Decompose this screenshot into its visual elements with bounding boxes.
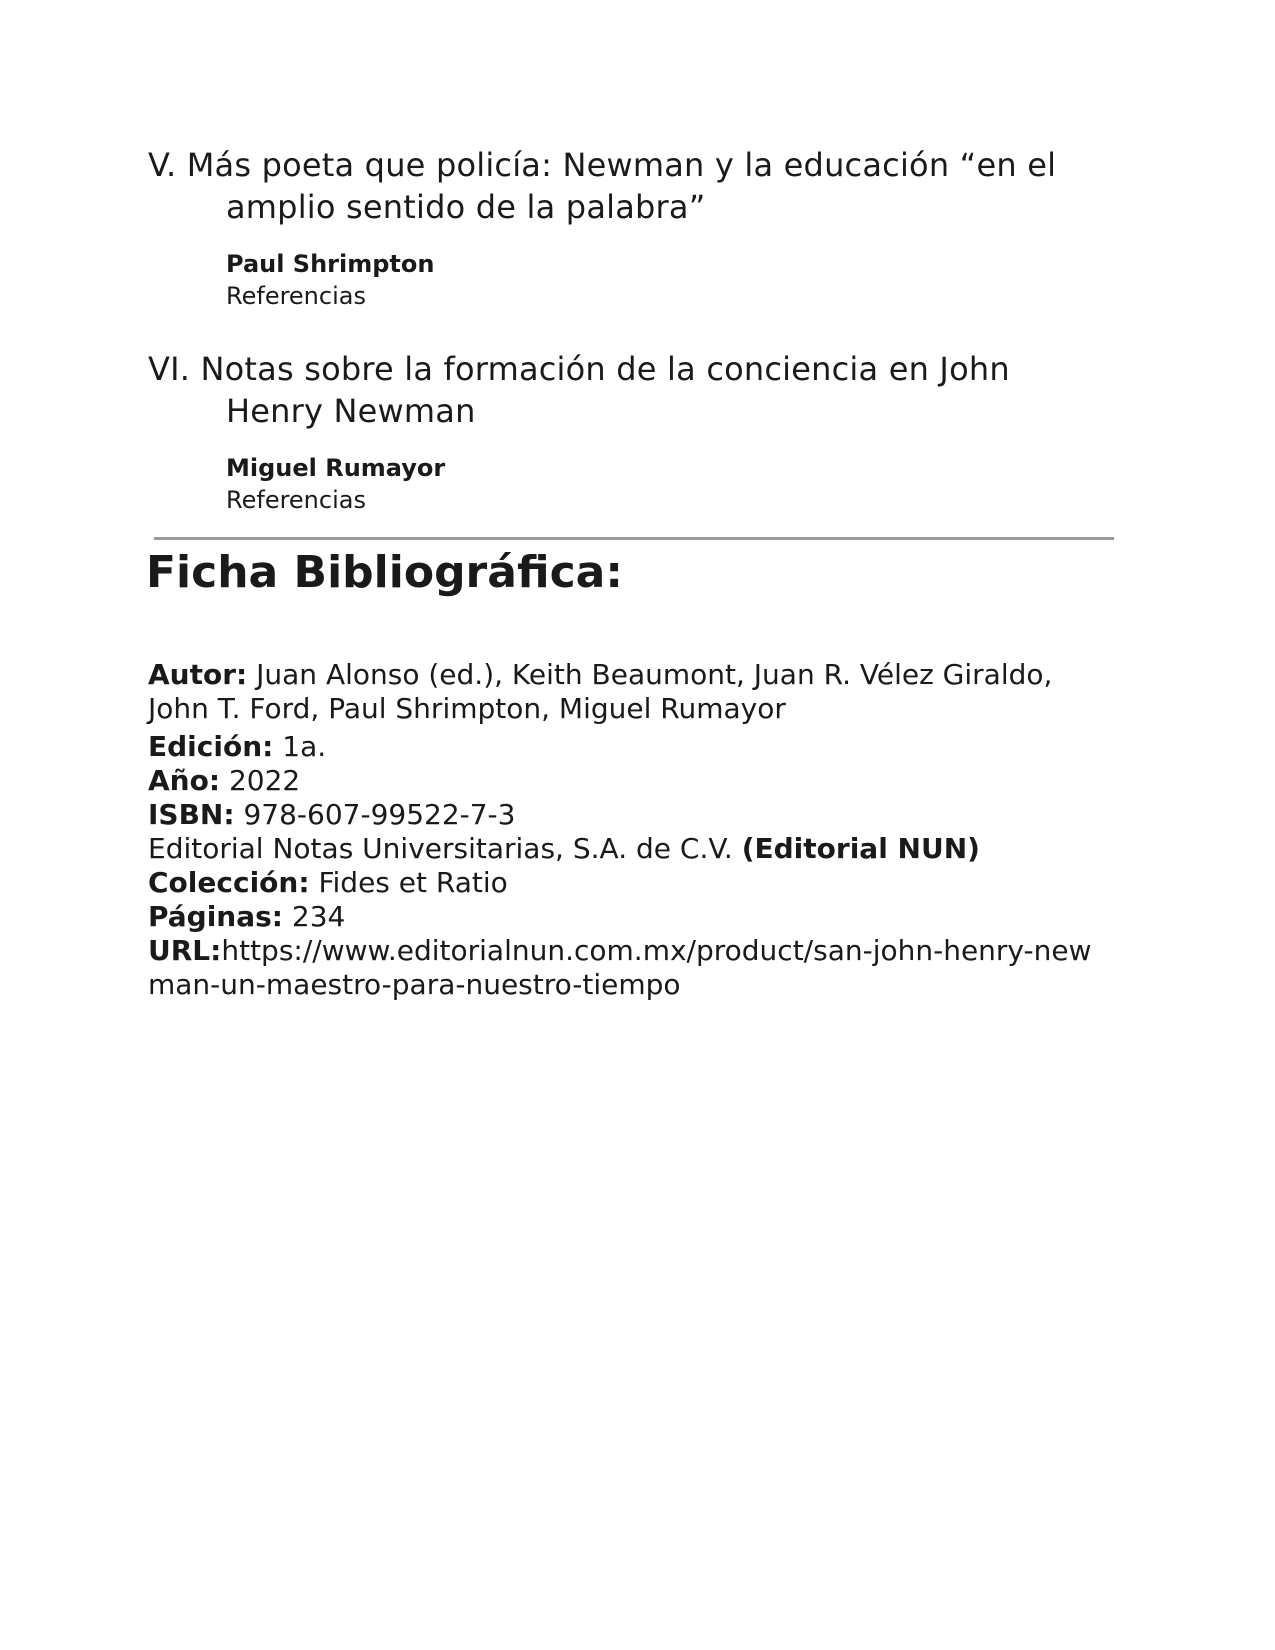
chapter-title: [148, 348, 1088, 432]
edicion-label: Edición:: [148, 730, 274, 763]
edicion-value: 1a.: [282, 730, 327, 763]
autor-row: [148, 658, 1108, 726]
isbn-value: 978-607-99522-7-3: [243, 798, 516, 831]
coleccion-value: Fides et Ratio: [318, 866, 508, 899]
chapter-title-text: Notas sobre la formación de la conciencia en John Henry Newman: [200, 350, 1010, 430]
ficha-bibliografica: [148, 658, 1108, 1002]
chapter-author: Paul Shrimpton: [226, 250, 435, 278]
anio-row: [148, 764, 1108, 798]
editorial-short: (Editorial NUN): [741, 832, 980, 865]
chapter-number: VI.: [148, 350, 191, 388]
chapter-references: Referencias: [226, 486, 366, 514]
chapter-number: V.: [148, 146, 177, 184]
edicion-row: [148, 730, 1108, 764]
anio-value: 2022: [228, 764, 301, 797]
editorial-row: [148, 832, 1108, 866]
chapter-title-text: Más poeta que policía: Newman y la educación “en el amplio sentido de la palabra”: [186, 146, 1057, 226]
chapter-entry-v: [148, 144, 1088, 312]
anio-label: Año:: [148, 764, 221, 797]
chapter-author: Miguel Rumayor: [226, 454, 446, 482]
url-link[interactable]: https://www.editorialnun.com.mx/product/san-john-henry-newman-un-maestro-para-nuestro-tiempo: [148, 934, 1092, 1001]
paginas-row: [148, 900, 1108, 934]
editorial-value: Editorial Notas Universitarias, S.A. de C.V.: [148, 832, 733, 865]
isbn-row: [148, 798, 1108, 832]
paginas-label: Páginas:: [148, 900, 283, 933]
coleccion-row: [148, 866, 1108, 900]
url-label: URL:: [148, 934, 222, 967]
paginas-value: 234: [291, 900, 346, 933]
isbn-label: ISBN:: [148, 798, 235, 831]
chapter-references: Referencias: [226, 282, 366, 310]
coleccion-label: Colección:: [148, 866, 310, 899]
autor-value: Juan Alonso (ed.), Keith Beaumont, Juan R. Vélez Giraldo, John T. Ford, Paul Shrimpton, Miguel Rumayor: [148, 658, 1053, 725]
section-divider: [154, 537, 1114, 540]
autor-label: Autor:: [148, 658, 248, 691]
url-row: [148, 934, 1108, 1002]
ficha-heading: Ficha Bibliográfica:: [146, 547, 623, 598]
chapter-title: [148, 144, 1088, 228]
chapter-entry-vi: [148, 348, 1088, 516]
